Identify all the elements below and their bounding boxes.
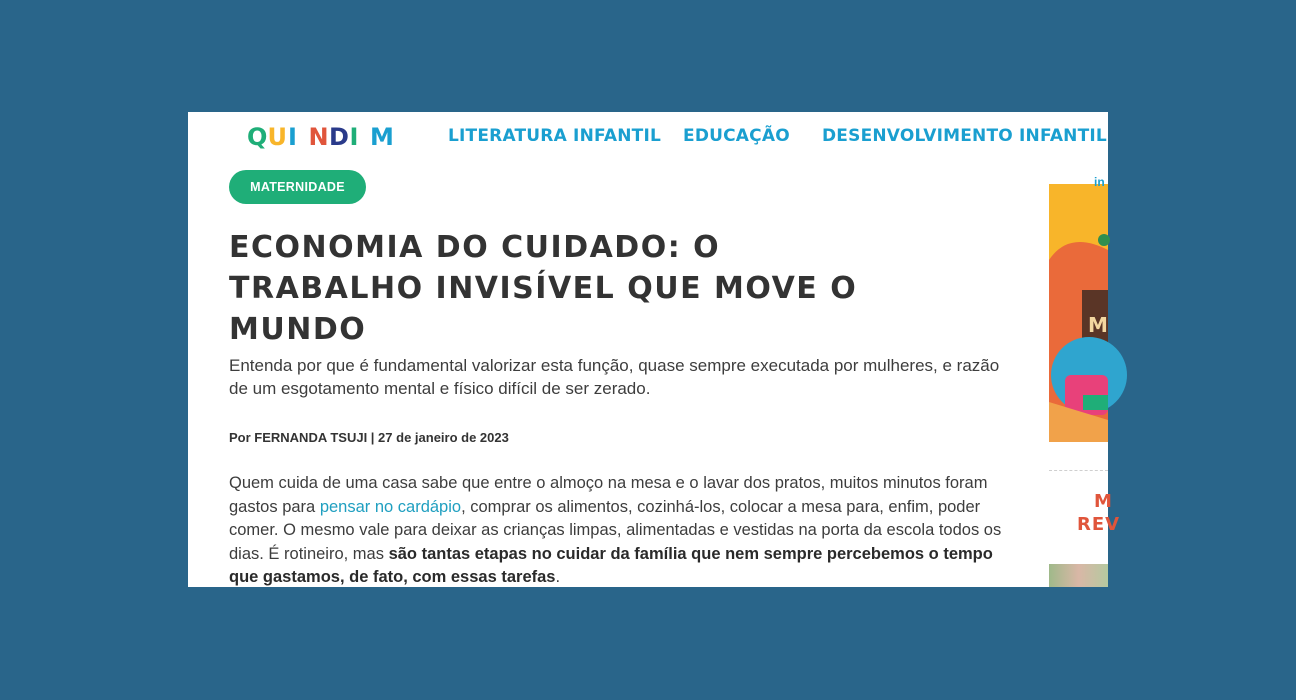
nav-educacao[interactable]: EDUCAÇÃO	[683, 126, 790, 146]
article-body-paragraph	[229, 472, 1014, 590]
logo-letter: Q	[247, 123, 268, 151]
category-badge[interactable]: MATERNIDADE	[229, 170, 366, 204]
logo-letter: M	[370, 123, 394, 151]
logo-letter: I	[349, 123, 359, 151]
svg-text:M: M	[1088, 313, 1108, 337]
logo-letter: D	[329, 123, 349, 151]
body-text: .	[555, 568, 561, 586]
nav-desenvolvimento-infantil[interactable]: DESENVOLVIMENTO INFANTIL	[822, 126, 1107, 146]
body-text: Quem cuida de uma casa sabe que entre o almoço na mesa e o lavar dos pratos, muitos minutos foram gastos para	[229, 474, 988, 516]
sidebar-heading-line2: REV	[1077, 514, 1121, 535]
body-text: , comprar os alimentos, cozinhá-los, colocar a mesa para, enfim, poder comer. O mesmo vale para deixar as crianças limpas, alimentadas e vestidas na porta da escola todos os dias. É rotineiro, mas	[229, 497, 1002, 563]
sidebar-thumbnail-image[interactable]	[1049, 564, 1108, 587]
link-pensar-no-cardapio[interactable]: pensar no cardápio	[319, 497, 462, 516]
logo-letter: U	[267, 123, 287, 151]
quindim-logo[interactable]	[245, 118, 395, 152]
sidebar-divider	[1049, 470, 1108, 471]
browser-viewport	[188, 112, 1121, 587]
sidebar-heading-line1: M	[1094, 491, 1113, 512]
article-title: ECONOMIA DO CUIDADO: O TRABALHO INVISÍVEL QUE MOVE O MUNDO	[229, 230, 858, 347]
logo-letter: N	[308, 123, 329, 151]
article-byline: Por FERNANDA TSUJI | 27 de janeiro de 2023	[229, 430, 509, 445]
sidebar-ad-banner[interactable]	[1049, 170, 1108, 442]
nav-literatura-infantil[interactable]: LITERATURA INFANTIL	[448, 126, 662, 146]
sidebar-heading	[1049, 490, 1129, 536]
ad-illustration	[1049, 170, 1108, 442]
logo-letter: I	[288, 123, 297, 151]
article-subtitle: Entenda por que é fundamental valorizar esta função, quase sempre executada por mulheres, e razão de um esgotamento mental e físico difícil de ser zerado.	[229, 356, 1000, 398]
ad-tag: in	[1094, 175, 1105, 189]
body-bold-text: são tantas etapas no cuidar da família que nem sempre percebemos o tempo que gastamos, de fato, com essas tarefas	[229, 544, 993, 586]
